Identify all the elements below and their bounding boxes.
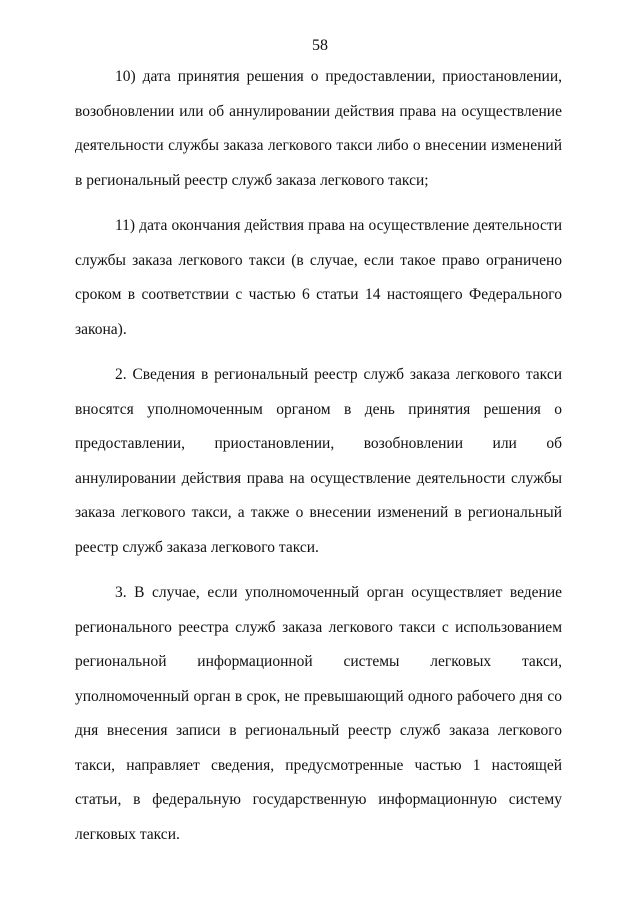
paragraph-part-3: 3. В случае, если уполномоченный орган осуществляет ведение регионального реестра служб заказа легкового такси с использованием региональной информационной системы легковых такси, уполномоченный орган в срок, не превышающий одного рабочего дня со дня внесения записи в региональный реестр служб заказа легкового такси, направляет сведения, предусмотренные частью 1 настоящей статьи, в федеральную государственную информационную систему легковых такси. (75, 584, 562, 843)
document-body (75, 60, 562, 852)
paragraph-item-10: 10) дата принятия решения о предоставлении, приостановлении, возобновлении или об аннулировании действия права на осуществление деятельности службы заказа легкового такси либо о внесении изменений в региональный реестр служб заказа легкового такси; (75, 68, 562, 189)
paragraph-part-2: 2. Сведения в региональный реестр служб заказа легкового такси вносятся уполномоченным органом в день принятия решения о предоставлении, приостановлении, возобновлении или об аннулировании действия права на осуществление деятельности службы заказа легкового такси, а также о внесении изменений в региональный реестр служб заказа легкового такси. (75, 366, 562, 556)
paragraph-item-11: 11) дата окончания действия права на осуществление деятельности службы заказа легкового такси (в случае, если такое право ограничено сроком в соответствии с частью 6 статьи 14 настоящего Федерального закона). (75, 217, 562, 338)
page-number: 58 (312, 37, 328, 54)
